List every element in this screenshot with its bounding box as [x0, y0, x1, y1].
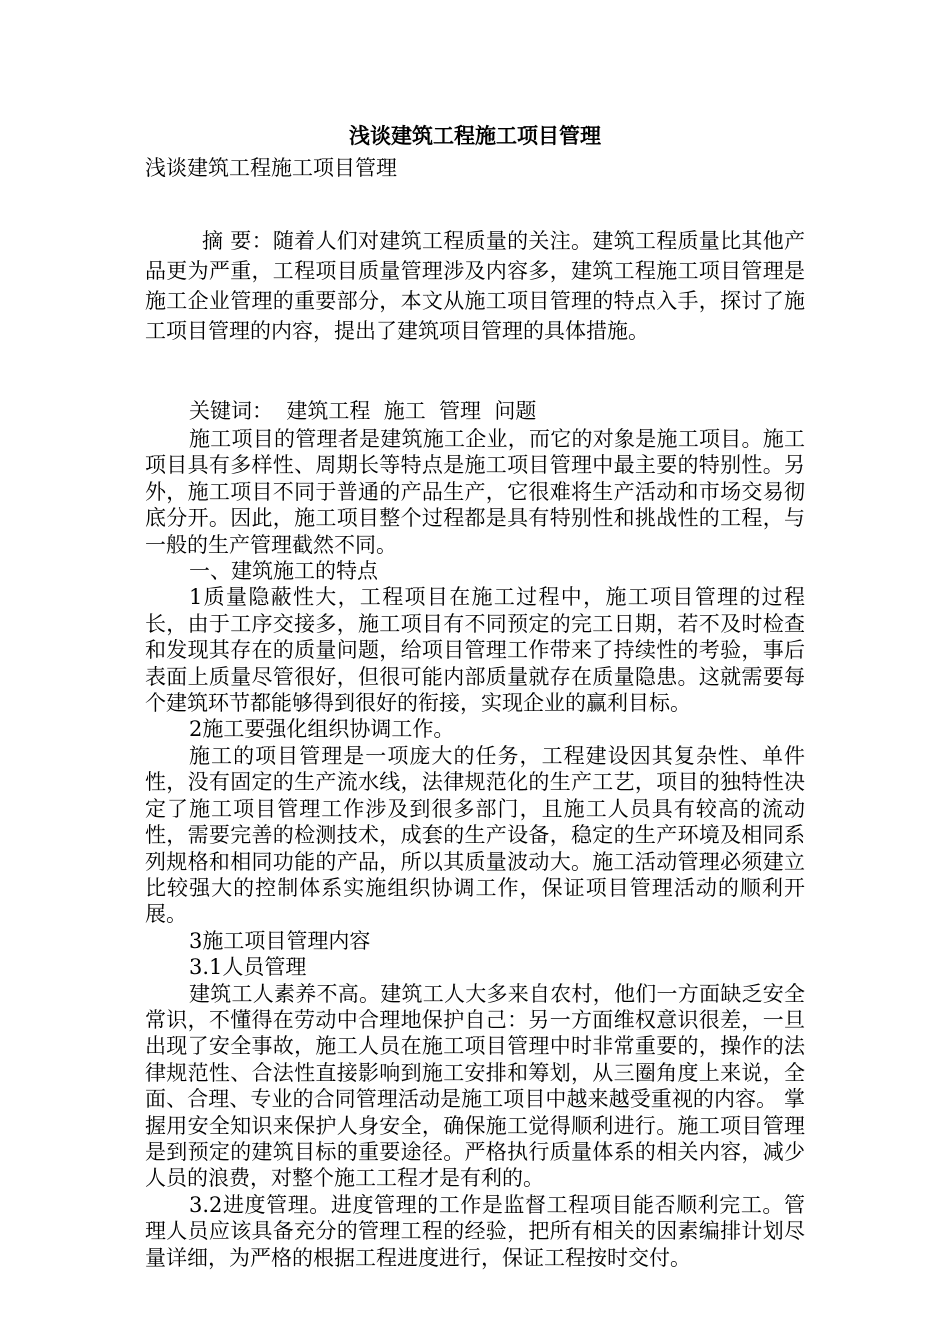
document-page: [145, 120, 805, 1271]
body-paragraph: 施工的项目管理是一项庞大的任务，工程建设因其复杂性、单件性，没有固定的生产流水线，法律规范化的生产工艺，项目的独特性决定了施工项目管理工作涉及到很多部门，且施工人员具有较高的流动性，需要完善的检测技术，成套的生产设备，稳定的生产环境及相同系列规格和相同功能的产品，所以其质量波动大。施工活动管理必须建立比较强大的控制体系实施组织协调工作，保证项目管理活动的顺利开展。: [145, 743, 805, 927]
body-paragraph: 1质量隐蔽性大，工程项目在施工过程中，施工项目管理的过程长，由于工序交接多，施工项目有不同预定的完工日期，若不及时检查和发现其存在的质量问题，给项目管理工作带来了持续性的考验，事后表面上质量尽管很好，但很可能内部质量就存在质量隐患。这就需要每个建筑环节都能够得到很好的衔接，实现企业的赢利目标。: [145, 585, 805, 716]
abstract-paragraph: 摘 要：随着人们对建筑工程质量的关注。建筑工程质量比其他产品更为严重，工程项目质量管理涉及内容多，建筑工程施工项目管理是施工企业管理的重要部分，本文从施工项目管理的特点入手，探讨了施工项目管理的内容，提出了建筑项目管理的具体措施。: [145, 229, 805, 343]
section-heading: 一、建筑施工的特点: [189, 559, 378, 584]
document-title: 浅谈建筑工程施工项目管理: [349, 123, 601, 148]
keywords-line: [145, 396, 805, 426]
body-paragraph: 3.2进度管理。进度管理的工作是监督工程项目能否顺利完工。管理人员应该具备充分的管理工程的经验，把所有相关的因素编排计划尽量详细，为严格的根据工程进度进行，保证工程按时交付。: [145, 1192, 805, 1270]
subsection-heading: 3.1人员管理: [189, 955, 307, 980]
body-paragraph: 建筑工人素养不高。建筑工人大多来自农村，他们一方面缺乏安全常识，不懂得在劳动中合理地保护自己：另一方面维权意识很差，一旦出现了安全事故，施工人员在施工项目管理中时非常重要的，操作的法律规范性、合法性直接影响到施工安排和筹划，从三圈角度上来说，全面、合理、专业的合同管理活动是施工项目中越来越受重视的内容。 掌握用安全知识来保护人身安全，确保施工觉得顺利进行。施工项目管理是到预定的建筑目标的重要途径。严格执行质量体系的相关内容，减少人员的浪费，对整个施工工程才是有利的。: [145, 981, 805, 1191]
body-paragraph: 施工项目的管理者是建筑施工企业，而它的对象是施工项目。施工项目具有多样性、周期长等特点是施工项目管理中最主要的特别性。另外，施工项目不同于普通的产品生产，它很难将生产活动和市场交易彻底分开。因此，施工项目整个过程都是具有特别性和挑战性的工程，与一般的生产管理截然不同。: [145, 427, 805, 557]
document-body: [145, 426, 805, 1271]
body-paragraph: 2施工要强化组织协调工作。: [189, 717, 455, 742]
document-subtitle: 浅谈建筑工程施工项目管理: [145, 156, 397, 180]
keywords-text: 关键词： 建筑工程 施工 管理 问题: [189, 399, 537, 423]
section-heading: 3施工项目管理内容: [189, 928, 371, 953]
